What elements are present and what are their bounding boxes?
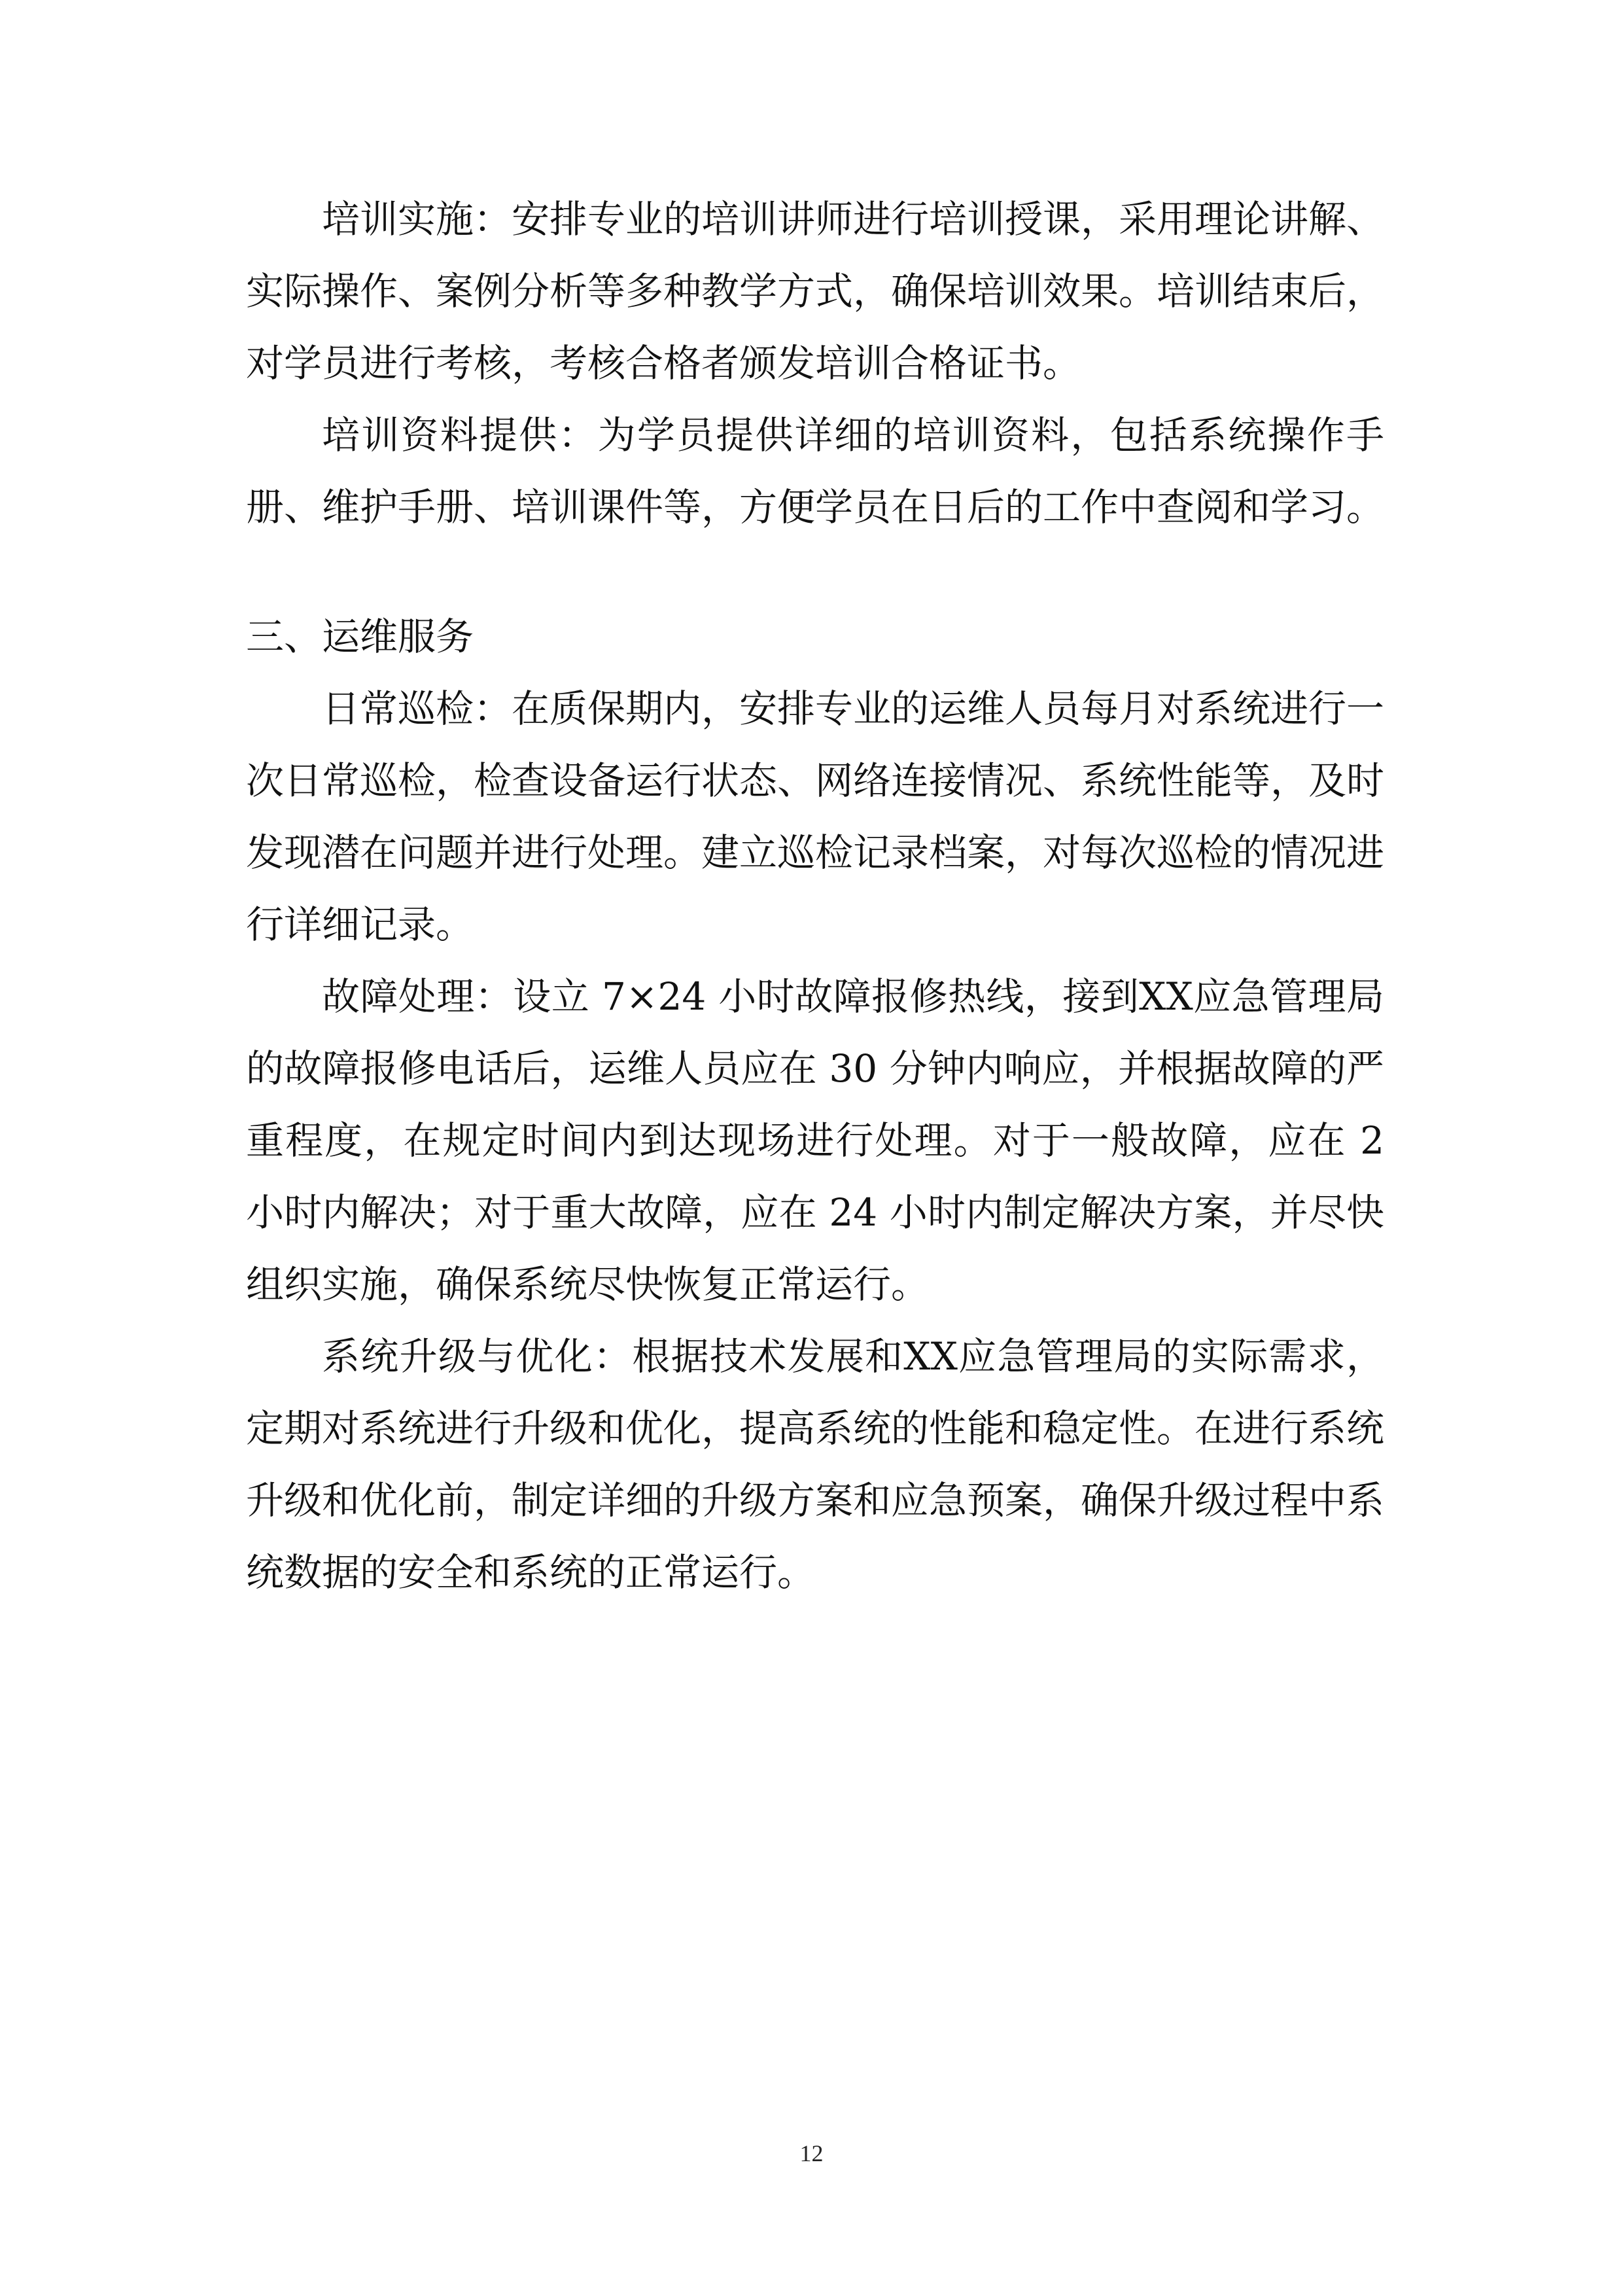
section-heading: 三、运维服务 — [246, 614, 474, 659]
paragraph-fault-handling: 故障处理：设立 7×24 小时故障报修热线，接到XX应急管理局的故障报修电话后，运维人员应在 30 分钟内响应，并根据故障的严重程度，在规定时间内到达现场进行处理。对于一般故障，应在 2 小时内解决；对于重大故障，应在 24 小时内制定解决方案，并尽快组织实施，确保系统尽快恢复正常运行。 — [246, 974, 1384, 1307]
paragraph-daily-inspection: 日常巡检：在质保期内，安排专业的运维人员每月对系统进行一次日常巡检，检查设备运行状态、网络连接情况、系统性能等，及时发现潜在问题并进行处理。建立巡检记录档案，对每次巡检的情况进行详细记录。 — [246, 686, 1385, 947]
paragraph-system-upgrade: 系统升级与优化：根据技术发展和XX应急管理局的实际需求，定期对系统进行升级和优化，提高系统的性能和稳定性。在进行系统升级和优化前，制定详细的升级方案和应急预案，确保升级过程中系统数据的安全和系统的正常运行。 — [246, 1334, 1385, 1595]
page-number: 12 — [799, 2140, 824, 2166]
page-body — [246, 183, 1384, 1608]
paragraph-training-implementation: 培训实施：安排专业的培训讲师进行培训授课，采用理论讲解、实际操作、案例分析等多种教学方式，确保培训效果。培训结束后，对学员进行考核，考核合格者颁发培训合格证书。 — [246, 197, 1385, 385]
paragraph-training-materials: 培训资料提供：为学员提供详细的培训资料，包括系统操作手册、维护手册、培训课件等，方便学员在日后的工作中查阅和学习。 — [246, 413, 1385, 529]
